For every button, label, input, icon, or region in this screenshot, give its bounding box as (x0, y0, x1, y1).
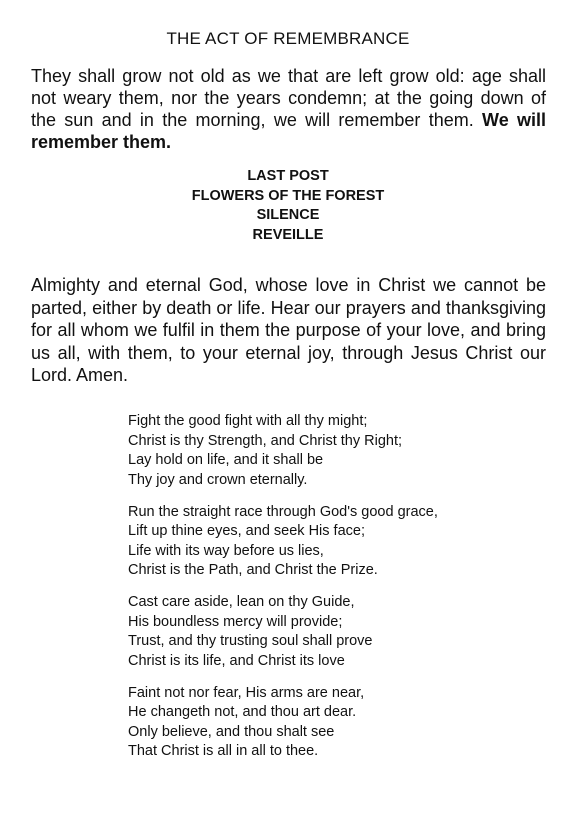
hymn-line: Faint not nor fear, His arms are near, (128, 684, 365, 701)
order-item: LAST POST (247, 168, 329, 184)
hymn-line: Lay hold on life, and it shall be (128, 452, 324, 468)
hymn-line: Cast care aside, lean on thy Guide, (128, 594, 355, 610)
hymn-line: His boundless mercy will provide; (128, 613, 343, 630)
hymn-line: That Christ is all in all to thee. (128, 743, 319, 759)
hymn-line: Run the straight race through God's good grace, (128, 503, 438, 520)
hymn-verse (128, 684, 528, 762)
hymn-line: Thy joy and crown eternally. (128, 471, 308, 488)
hymn-line: Lift up thine eyes, and seek His face; (128, 523, 365, 539)
hymn-line: Christ is thy Strength, and Christ thy Right; (128, 432, 402, 449)
exhortation-response: We will remember them. (31, 110, 546, 152)
hymn-line: He changeth not, and thou art dear. (128, 704, 357, 720)
hymn-verse (128, 593, 528, 671)
order-item: FLOWERS OF THE FOREST (191, 187, 385, 204)
hymn-line: Fight the good fight with all thy might; (128, 413, 368, 429)
order-item: SILENCE (256, 207, 320, 223)
page-title: THE ACT OF REMEMBRANCE (166, 29, 410, 48)
hymn-line: Life with its way before us lies, (128, 542, 324, 559)
order-item: REVEILLE (252, 226, 324, 243)
exhortation-paragraph (31, 65, 546, 153)
hymn-line: Christ is its life, and Christ its love (128, 652, 345, 669)
hymn-verse (128, 503, 528, 581)
hymn-verse (128, 412, 528, 490)
exhortation-text: They shall grow not old as we that are left grow old: age shall not weary them, nor the years condemn; at the going down of the sun and in the morning, we will remember them. (31, 66, 546, 130)
order-of-service (0, 167, 576, 245)
hymn (128, 412, 528, 774)
prayer-paragraph: Almighty and eternal God, whose love in Christ we cannot be parted, either by death or life. Hear our prayers and thanksgiving for all whom we fulfil in them the purpose of your love, and bring us all, with them, to your eternal joy, through Jesus Christ our Lord. Amen. (31, 275, 546, 385)
hymn-line: Only believe, and thou shalt see (128, 723, 335, 740)
hymn-line: Christ is the Path, and Christ the Prize. (128, 562, 378, 578)
hymn-line: Trust, and thy trusting soul shall prove (128, 633, 373, 649)
